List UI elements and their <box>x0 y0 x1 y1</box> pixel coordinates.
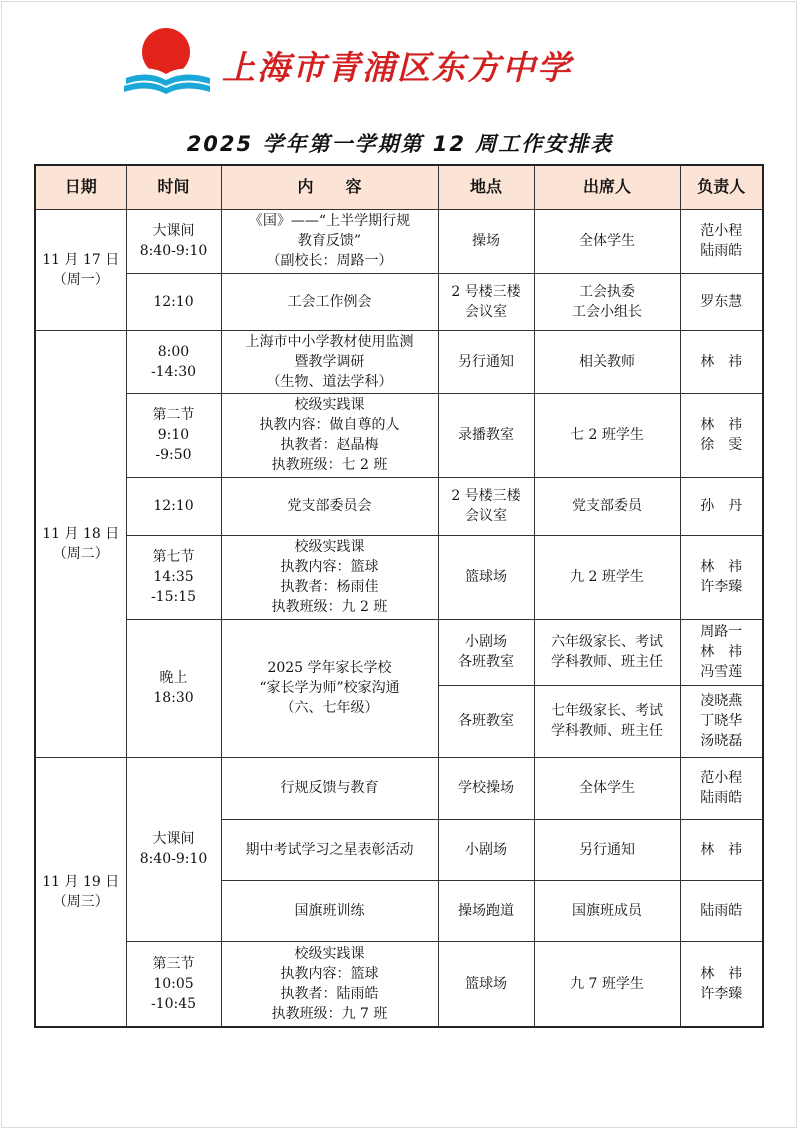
table-row <box>35 535 763 619</box>
time-cell: 第七节 14:35 -15:15 <box>126 535 221 619</box>
time-cell: 第三节 10:05 -10:45 <box>126 941 221 1027</box>
owner-cell: 林 祎 许李臻 <box>680 941 763 1027</box>
place-cell: 各班教室 <box>438 685 534 757</box>
place-cell: 篮球场 <box>438 535 534 619</box>
table-row <box>35 941 763 1027</box>
attendees-cell: 全体学生 <box>534 209 680 273</box>
col-header-content: 内 容 <box>221 165 438 209</box>
date-cell: 11 月 17 日 （周一） <box>35 209 126 330</box>
content-cell: 上海市中小学教材使用监测 暨教学调研 （生物、道法学科） <box>221 330 438 393</box>
table-row <box>35 330 763 393</box>
attendees-cell: 全体学生 <box>534 757 680 819</box>
time-cell: 12:10 <box>126 273 221 330</box>
owner-cell: 范小程 陆雨皓 <box>680 209 763 273</box>
attendees-cell: 另行通知 <box>534 819 680 880</box>
col-header-time: 时间 <box>126 165 221 209</box>
content-cell: 校级实践课 执教内容：做自尊的人 执教者：赵晶梅 执教班级：七 2 班 <box>221 393 438 477</box>
time-cell: 晚上 18:30 <box>126 619 221 757</box>
owner-cell: 林 祎 许李臻 <box>680 535 763 619</box>
attendees-cell: 六年级家长、考试 学科教师、班主任 <box>534 619 680 685</box>
col-header-attendees: 出席人 <box>534 165 680 209</box>
content-cell: 行规反馈与教育 <box>221 757 438 819</box>
place-cell: 另行通知 <box>438 330 534 393</box>
owner-cell: 罗东慧 <box>680 273 763 330</box>
owner-cell: 林 祎 徐 雯 <box>680 393 763 477</box>
owner-cell: 陆雨皓 <box>680 880 763 941</box>
attendees-cell: 七 2 班学生 <box>534 393 680 477</box>
owner-cell: 林 祎 <box>680 330 763 393</box>
school-name: 上海市青浦区东方中学 <box>222 48 572 87</box>
owner-cell: 孙 丹 <box>680 477 763 535</box>
time-cell: 大课间 8:40-9:10 <box>126 757 221 941</box>
owner-cell: 凌晓燕 丁晓华 汤晓磊 <box>680 685 763 757</box>
col-header-place: 地点 <box>438 165 534 209</box>
table-row <box>35 477 763 535</box>
attendees-cell: 国旗班成员 <box>534 880 680 941</box>
table-row <box>35 757 763 819</box>
table-row <box>35 273 763 330</box>
time-cell: 12:10 <box>126 477 221 535</box>
time-cell: 大课间 8:40-9:10 <box>126 209 221 273</box>
attendees-cell: 工会执委 工会小组长 <box>534 273 680 330</box>
place-cell: 2 号楼三楼 会议室 <box>438 273 534 330</box>
attendees-cell: 党支部委员 <box>534 477 680 535</box>
place-cell: 录播教室 <box>438 393 534 477</box>
place-cell: 操场 <box>438 209 534 273</box>
content-cell: 党支部委员会 <box>221 477 438 535</box>
time-cell: 第二节 9:10 -9:50 <box>126 393 221 477</box>
date-cell: 11 月 19 日 （周三） <box>35 757 126 1027</box>
place-cell: 小剧场 各班教室 <box>438 619 534 685</box>
place-cell: 学校操场 <box>438 757 534 819</box>
owner-cell: 范小程 陆雨皓 <box>680 757 763 819</box>
content-cell: 校级实践课 执教内容：篮球 执教者：陆雨皓 执教班级：九 7 班 <box>221 941 438 1027</box>
doc-title: 2025 学年第一学期第 12 周工作安排表 <box>186 132 614 156</box>
place-cell: 篮球场 <box>438 941 534 1027</box>
content-cell: 期中考试学习之星表彰活动 <box>221 819 438 880</box>
table-row <box>35 209 763 273</box>
time-cell: 8:00 -14:30 <box>126 330 221 393</box>
schedule-table <box>34 164 764 1028</box>
attendees-cell: 九 7 班学生 <box>534 941 680 1027</box>
content-cell: 校级实践课 执教内容：篮球 执教者：杨雨佳 执教班级：九 2 班 <box>221 535 438 619</box>
col-header-date: 日期 <box>35 165 126 209</box>
date-cell: 11 月 18 日 （周二） <box>35 330 126 757</box>
content-cell: 《国》——“上半学期行规 教育反馈” （副校长：周路一） <box>221 209 438 273</box>
table-header-row <box>35 165 763 209</box>
place-cell: 2 号楼三楼 会议室 <box>438 477 534 535</box>
content-cell: 工会工作例会 <box>221 273 438 330</box>
attendees-cell: 相关教师 <box>534 330 680 393</box>
table-row <box>35 393 763 477</box>
content-cell: 2025 学年家长学校 “家长学为师”校家沟通 （六、七年级） <box>221 619 438 757</box>
attendees-cell: 九 2 班学生 <box>534 535 680 619</box>
table-row <box>35 619 763 685</box>
attendees-cell: 七年级家长、考试 学科教师、班主任 <box>534 685 680 757</box>
col-header-owner: 负责人 <box>680 165 763 209</box>
place-cell: 小剧场 <box>438 819 534 880</box>
place-cell: 操场跑道 <box>438 880 534 941</box>
content-cell: 国旗班训练 <box>221 880 438 941</box>
school-logo <box>122 26 212 98</box>
owner-cell: 周路一 林 祎 冯雪莲 <box>680 619 763 685</box>
owner-cell: 林 祎 <box>680 819 763 880</box>
